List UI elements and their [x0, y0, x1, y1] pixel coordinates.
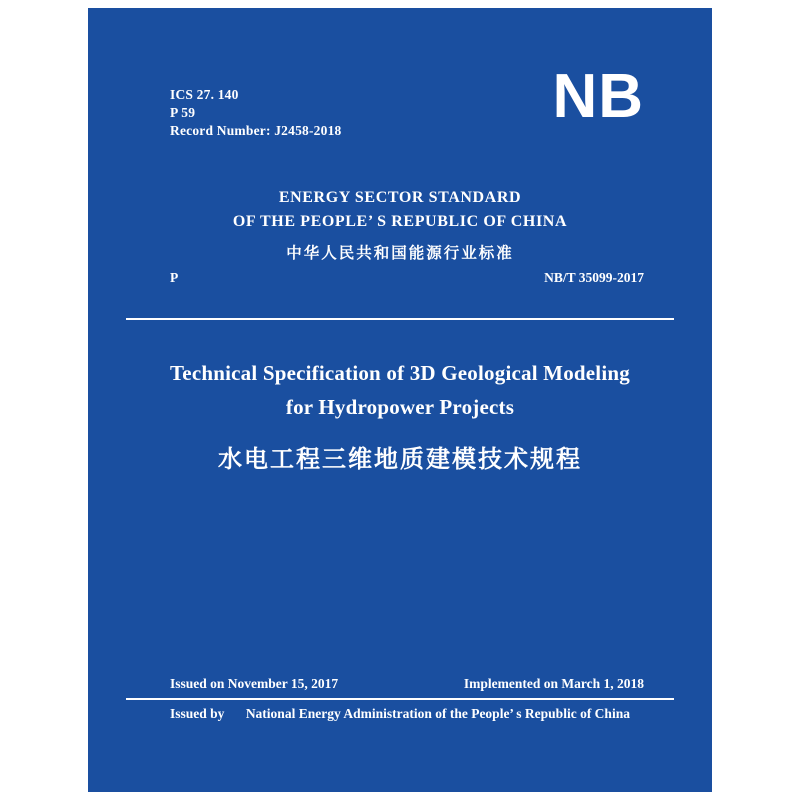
- issue-date: Issued on November 15, 2017: [170, 676, 339, 691]
- record-number: Record Number: J2458-2018: [170, 123, 342, 138]
- cover-header: [88, 8, 712, 138]
- standard-header-chinese: 中华人民共和国能源行业标准: [286, 244, 514, 262]
- designation-row: [170, 270, 644, 286]
- issuer-row: [88, 706, 712, 722]
- ics-line: ICS 27. 140: [170, 87, 239, 102]
- dates-row: [170, 676, 644, 692]
- classification-code: P 59: [170, 105, 196, 120]
- category-letter: P: [170, 270, 179, 285]
- standard-header-line2: OF THE PEOPLE’ S REPUBLIC OF CHINA: [232, 213, 568, 230]
- title-english-line1: Technical Specification of 3D Geological Modeling: [170, 361, 630, 385]
- standard-header: [88, 186, 712, 268]
- title-block: [128, 356, 672, 478]
- issuer-name: National Energy Administration of the People’ s Republic of China: [245, 706, 630, 721]
- ics-block: [170, 86, 341, 140]
- standard-header-line1: ENERGY SECTOR STANDARD: [278, 189, 522, 206]
- standard-cover: [88, 8, 712, 792]
- standard-number: NB/T 35099-2017: [544, 270, 644, 285]
- title-chinese: 水电工程三维地质建模技术规程: [218, 445, 582, 473]
- implementation-date: Implemented on March 1, 2018: [463, 676, 644, 691]
- divider-top: [126, 318, 674, 320]
- nb-logo: NB: [552, 62, 644, 131]
- divider-bottom: [126, 698, 674, 700]
- title-english-line2: for Hydropower Projects: [285, 395, 515, 419]
- issuer-label: Issued by: [170, 706, 225, 721]
